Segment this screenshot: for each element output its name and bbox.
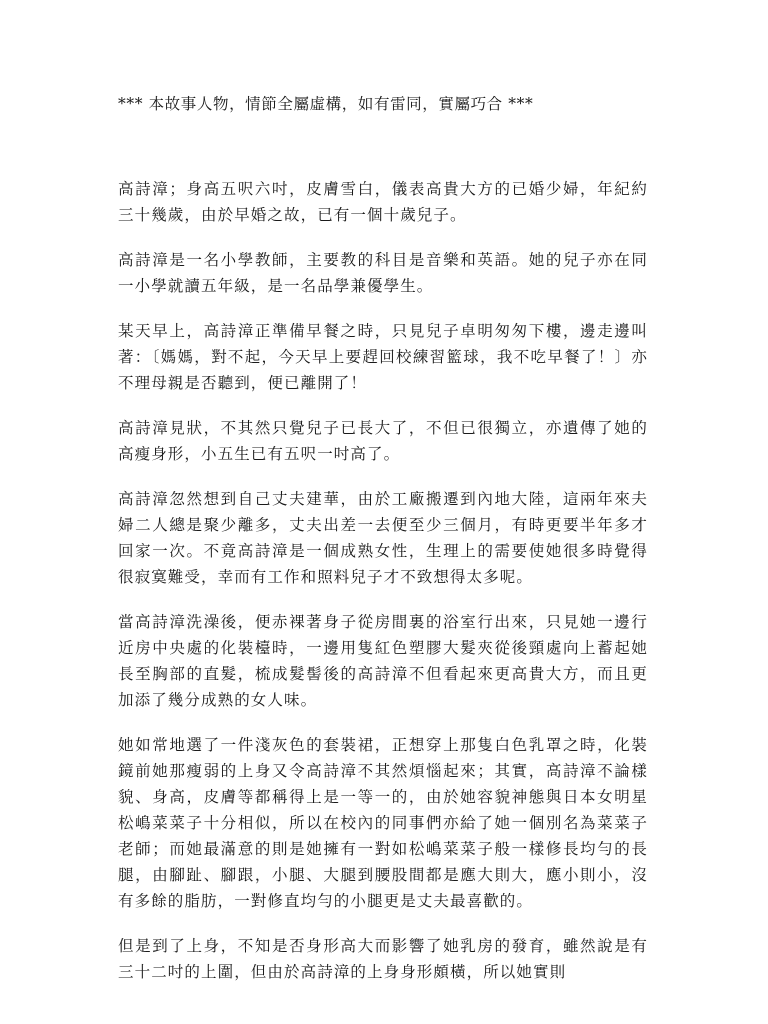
paragraph-7: 她如常地選了一件淺灰色的套裝裙，正想穿上那隻白色乳罩之時，化裝鏡前她那瘦弱的上身又令高詩漳不其然煩惱起來；其實，高詩漳不論樣貌、身高，皮膚等都稱得上是一等一的，由於她容貌神態與日本女明星松嶋菜菜子十分相似，所以在校內的同事們亦給了她一個別名為菜菜子老師；而她最滿意的則是她擁有一對如松嶋菜菜子般一樣修長均勻的長腿，由腳趾、腳跟，小腿、大腿到腰股間都是應大則大，應小則小，沒有多餘的脂肪，一對修直均勻的小腿更是丈夫最喜歡的。 [118,736,648,910]
paragraph-1: 高詩漳；身高五呎六吋，皮膚雪白，儀表高貴大方的已婚少婦，年紀約三十幾歲，由於早婚之故，已有一個十歲兒子。 [118,180,648,224]
paragraph-6: 當高詩漳洗澡後，便赤裸著身子從房間裏的浴室行出來，只見她一邊行近房中央處的化裝檯時，一邊用隻紅色塑膠大髮夾從後頸處向上蓄起她長至胸部的直髮，梳成髮髻後的高詩漳不但看起來更高貴大方，而且更加添了幾分成熟的女人味。 [118,613,648,709]
paragraph-5: 高詩漳忽然想到自己丈夫建華，由於工廠搬遷到內地大陸，這兩年來夫婦二人總是聚少離多，丈夫出差一去便至少三個月，有時更要半年多才回家一次。不竟高詩漳是一個成熟女性，生理上的需要使她很多時覺得很寂寞難受，幸而有工作和照料兒子才不致想得太多呢。 [118,490,648,586]
paragraph-2: 高詩漳是一名小學教師，主要教的科目是音樂和英語。她的兒子亦在同一小學就讀五年級，是一名品學兼優學生。 [118,251,648,295]
paragraph-4: 高詩漳見狀，不其然只覺兒子已長大了，不但已很獨立，亦遺傳了她的高瘦身形，小五生已有五呎一吋高了。 [118,419,648,463]
paragraph-8: 但是到了上身，不知是否身形高大而影響了她乳房的發育，雖然說是有三十二吋的上圍，但由於高詩漳的上身身形頗橫，所以她實則 [118,937,648,981]
story-body [118,176,648,1004]
disclaimer-line: *** 本故事人物，情節全屬虛構，如有雷同，實屬巧合 *** [118,95,534,113]
paragraph-3: 某天早上，高詩漳正準備早餐之時，只見兒子卓明匆匆下樓，邊走邊叫著：〔媽媽，對不起，今天早上要趕回校練習籃球，我不吃早餐了！〕亦不理母親是否聽到，便已離開了！ [118,322,648,392]
